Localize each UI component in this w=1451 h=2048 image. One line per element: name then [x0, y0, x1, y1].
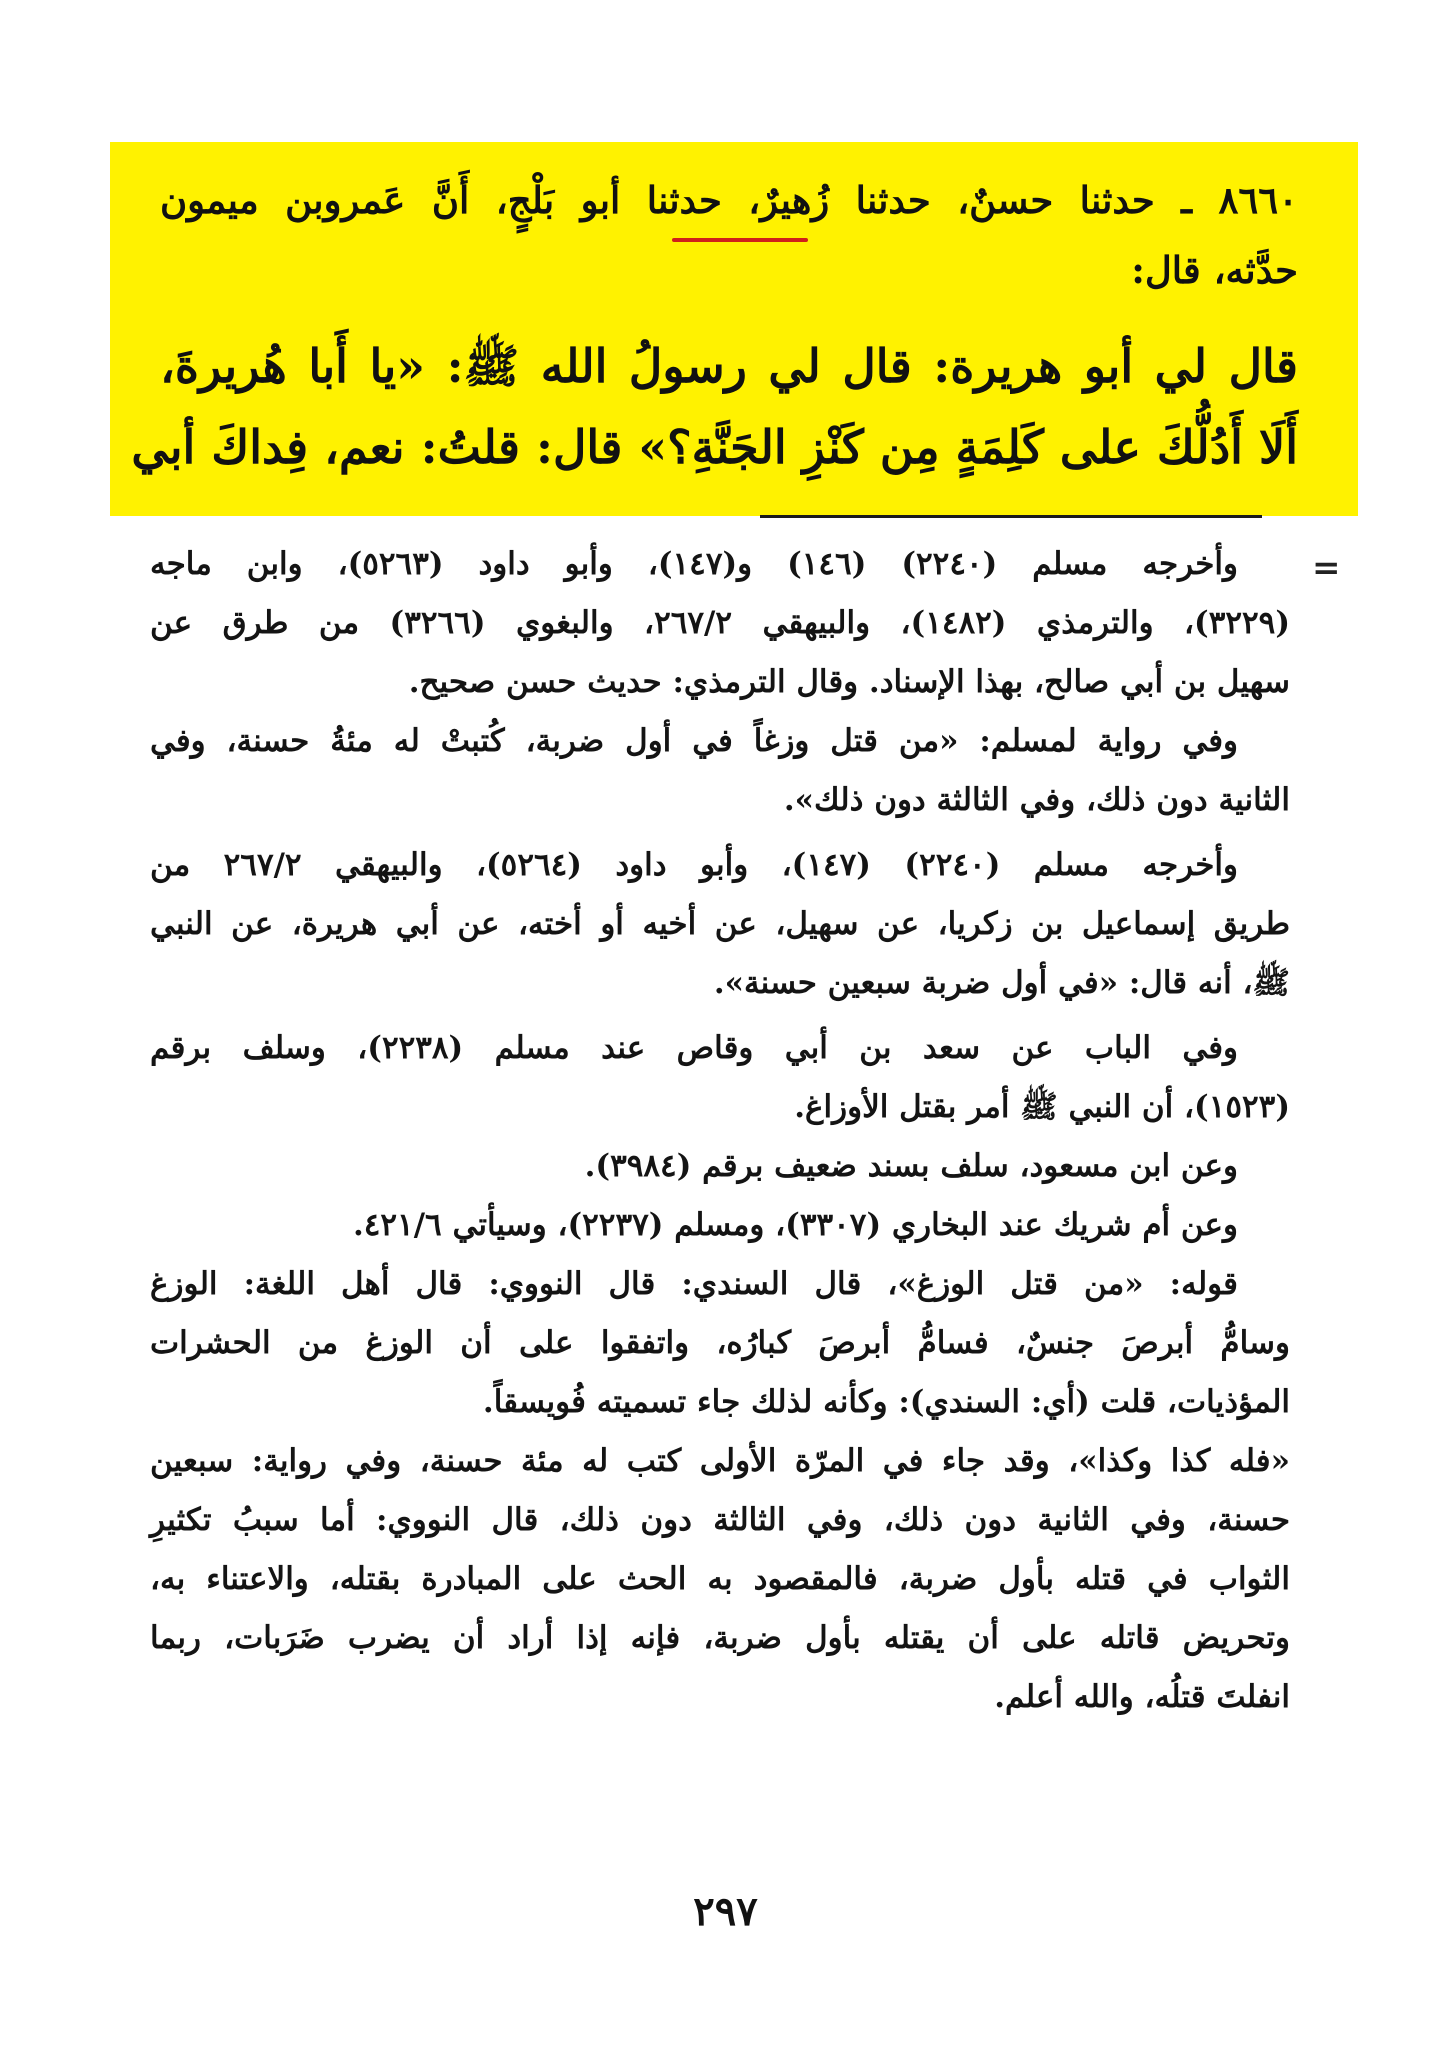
footnote-line: وفي رواية لمسلم: «من قتل وزغاً في أول ضربة، كُتبتْ له مئةُ حسنة، وفي	[150, 723, 1238, 759]
footnote-line: وسامُّ أبرصَ جنسٌ، فسامُّ أبرصَ كبارُه، واتفقوا على أن الوزغ من الحشرات	[150, 1325, 1290, 1361]
footnote-line: (٣٢٢٩)، والترمذي (١٤٨٢)، والبيهقي ٢٦٧/٢، والبغوي (٣٢٦٦) من طرق عن	[150, 605, 1290, 641]
narrator-red-underline	[672, 238, 808, 242]
footnote-line: وعن ابن مسعود، سلف بسند ضعيف برقم (٣٩٨٤).	[584, 1148, 1238, 1184]
separator-underline	[760, 515, 1262, 518]
footnote-line: سهيل بن أبي صالح، بهذا الإسناد. وقال الترمذي: حديث حسن صحيح.	[408, 664, 1290, 700]
continuation-marker: =	[1312, 548, 1341, 588]
footnote-line: وتحريض قاتله على أن يقتله بأول ضربة، فإنه إذا أراد أن يضرب ضَرَبات، ربما	[150, 1620, 1290, 1656]
hadith-matn-line: قال لي أبو هريرة: قال لي رسولُ الله ﷺ: «يا أَبا هُريرةَ،	[160, 339, 1298, 393]
highlighted-hadith-block	[110, 142, 1358, 516]
footnote-line: وفي الباب عن سعد بن أبي وقاص عند مسلم (٢٢٣٨)، وسلف برقم	[150, 1030, 1238, 1066]
hadith-isnad-line-end: حدَّثه، قال:	[1131, 248, 1298, 292]
footnote-line: انفلتَ قتلُه، والله أعلم.	[994, 1679, 1290, 1715]
footnote-line: المؤذيات، قلت (أي: السندي): وكأنه لذلك جاء تسميته فُويسقاً.	[482, 1384, 1290, 1420]
hadith-isnad-line: ٨٦٦٠ ـ حدثنا حسنٌ، حدثنا زُهيرٌ، حدثنا أبو بَلْجٍ، أَنَّ عَمروبن ميمون	[160, 178, 1298, 222]
footnote-line: ﷺ، أنه قال: «في أول ضربة سبعين حسنة».	[713, 965, 1290, 1001]
footnote-line: (١٥٢٣)، أن النبي ﷺ أمر بقتل الأوزاغ.	[794, 1089, 1290, 1125]
footnote-line: وأخرجه مسلم (٢٢٤٠) (١٤٦) و(١٤٧)، وأبو داود (٥٢٦٣)، وابن ماجه	[150, 546, 1239, 582]
hadith-matn-line-continued: أَلَا أَدُلُّكَ على كَلِمَةٍ مِن كَنْزِ الجَنَّةِ؟» قال: قلتُ: نعم، فِداكَ أبي	[131, 420, 1298, 474]
footnote-line: الثانية دون ذلك، وفي الثالثة دون ذلك».	[783, 782, 1290, 818]
page-number: ٢٩٧	[693, 1888, 758, 1935]
footnote-line: الثواب في قتله بأول ضربة، فالمقصود به الحث على المبادرة بقتله، والاعتناء به،	[150, 1561, 1290, 1597]
footnote-line: طريق إسماعيل بن زكريا، عن سهيل، عن أخيه أو أخته، عن أبي هريرة، عن النبي	[150, 906, 1290, 942]
footnote-line: وعن أم شريك عند البخاري (٣٣٠٧)، ومسلم (٢٢٣٧)، وسيأتي ٤٢١/٦.	[352, 1207, 1238, 1243]
footnote-line: «فله كذا وكذا»، وقد جاء في المرّة الأولى كتب له مئة حسنة، وفي رواية: سبعين	[150, 1443, 1290, 1479]
footnote-line: حسنة، وفي الثانية دون ذلك، وفي الثالثة دون ذلك، قال النووي: أما سببُ تكثيرِ	[150, 1502, 1290, 1538]
footnote-line: وأخرجه مسلم (٢٢٤٠) (١٤٧)، وأبو داود (٥٢٦٤)، والبيهقي ٢٦٧/٢ من	[150, 847, 1239, 883]
footnote-line: قوله: «من قتل الوزغ»، قال السندي: قال النووي: قال أهل اللغة: الوزغ	[150, 1266, 1238, 1302]
footnote-body	[150, 535, 1290, 1727]
